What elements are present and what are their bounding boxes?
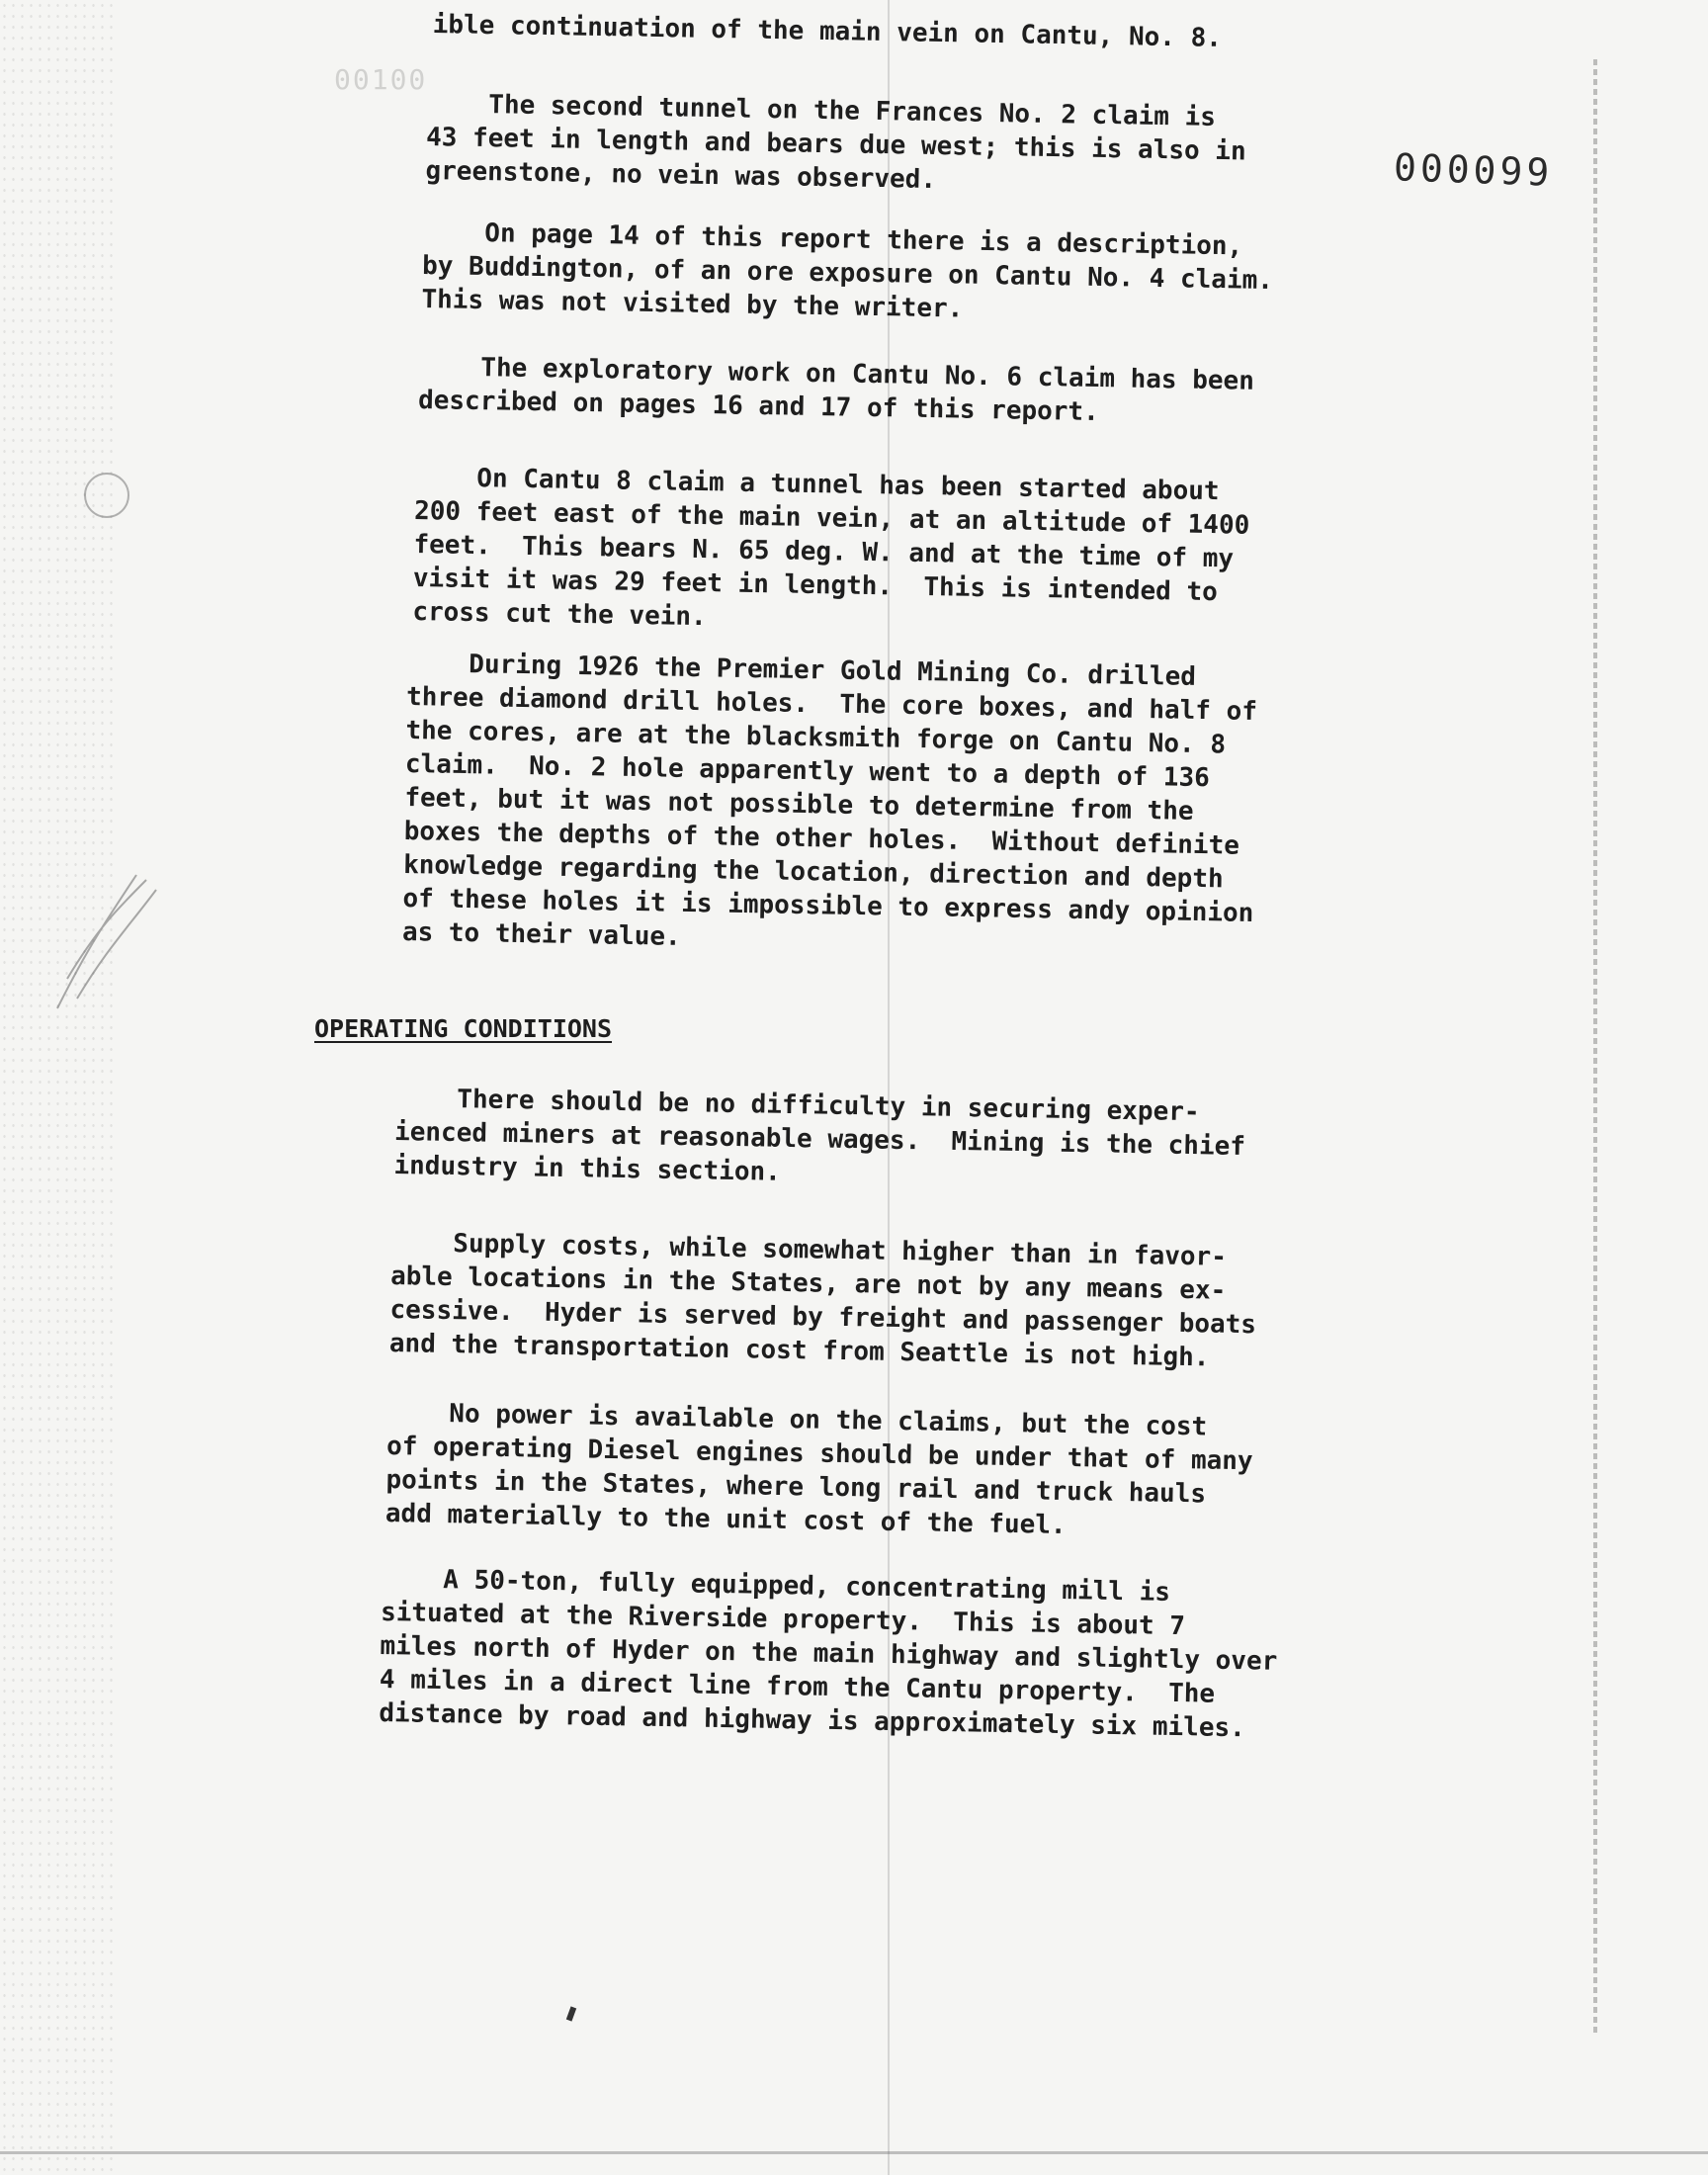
faint-stamp-number: 00100	[334, 63, 428, 96]
paragraph-text: During 1926 the Premier Gold Mining Co. drilled three diamond drill holes. The core boxes, and half of the cores, are at the blacksmith forge on Cantu No. 8 claim. No. 2 hole apparently went to a depth of 136 feet, but it was not possible to determine from the boxes the depths of the other holes. Without definite knowledge regarding the location, direction and depth of these holes it is impossible to express andy opinion as to their value.	[401, 648, 1258, 952]
section-heading: OPERATING CONDITIONS	[314, 1014, 613, 1043]
paragraph-text: No power is available on the claims, but the cost of operating Diesel engines should be under that of many points in the States, where long rail and truck hauls add materially to the unit cost of the fuel.	[384, 1397, 1253, 1540]
paragraph-cantu-6	[417, 350, 1368, 428]
paragraph-buddington	[421, 216, 1372, 324]
paragraph-frances-tunnel	[425, 87, 1376, 196]
paragraph-text: On page 14 of this report there is a description, by Buddington, of an ore exposure on Cantu No. 4 claim. This was not visited by the writer.	[421, 217, 1274, 324]
page-edge-right	[1593, 59, 1597, 2037]
ink-mark	[566, 2006, 576, 2021]
paragraph-supply-costs	[388, 1226, 1340, 1373]
paragraph-power	[384, 1396, 1336, 1540]
paragraph-continuation	[432, 8, 1382, 53]
paragraph-cantu-8-tunnel	[412, 461, 1364, 633]
document-number: 000099	[1393, 145, 1554, 195]
paragraph-text: The second tunnel on the Frances No. 2 claim is 43 feet in length and bears due west; this is also in greenstone, no vein was observed.	[425, 88, 1246, 196]
paragraph-text: There should be no difficulty in securing exper- ienced miners at reasonable wages. Mining is the chief industry in this section.	[393, 1083, 1246, 1187]
hole-punch-mark	[84, 473, 129, 518]
paragraph-text: A 50-ton, fully equipped, concentrating mill is situated at the Riverside property. This is about 7 miles north of Hyder on the main highway and slightly over 4 miles in a direct line from the Cantu property. The distance by road and highway is approximately six miles.	[379, 1563, 1278, 1744]
paragraph-text: The exploratory work on Cantu No. 6 claim has been described on pages 16 and 17 of this report.	[417, 351, 1255, 428]
paragraph-miners	[393, 1082, 1344, 1187]
paragraph-text: ible continuation of the main vein on Cantu, No. 8.	[432, 9, 1223, 53]
scan-speckle	[0, 0, 119, 2175]
paragraph-text: Supply costs, while somewhat higher than in favor- able locations in the States, are not by any means ex- cessive. Hyder is served by freight and passenger boats and the transportation cost from Seattle is not high.	[388, 1227, 1257, 1373]
paragraph-mill	[379, 1562, 1330, 1744]
paragraph-drill-holes	[401, 647, 1356, 952]
paragraph-text: On Cantu 8 claim a tunnel has been started about 200 feet east of the main vein, at an altitude of 1400 feet. This bears N. 65 deg. W. and at the time of my visit it was 29 feet in length. This is intended to cross cut the vein.	[412, 462, 1250, 633]
page-edge-bottom	[0, 2151, 1708, 2154]
pencil-scribble	[28, 870, 166, 1018]
